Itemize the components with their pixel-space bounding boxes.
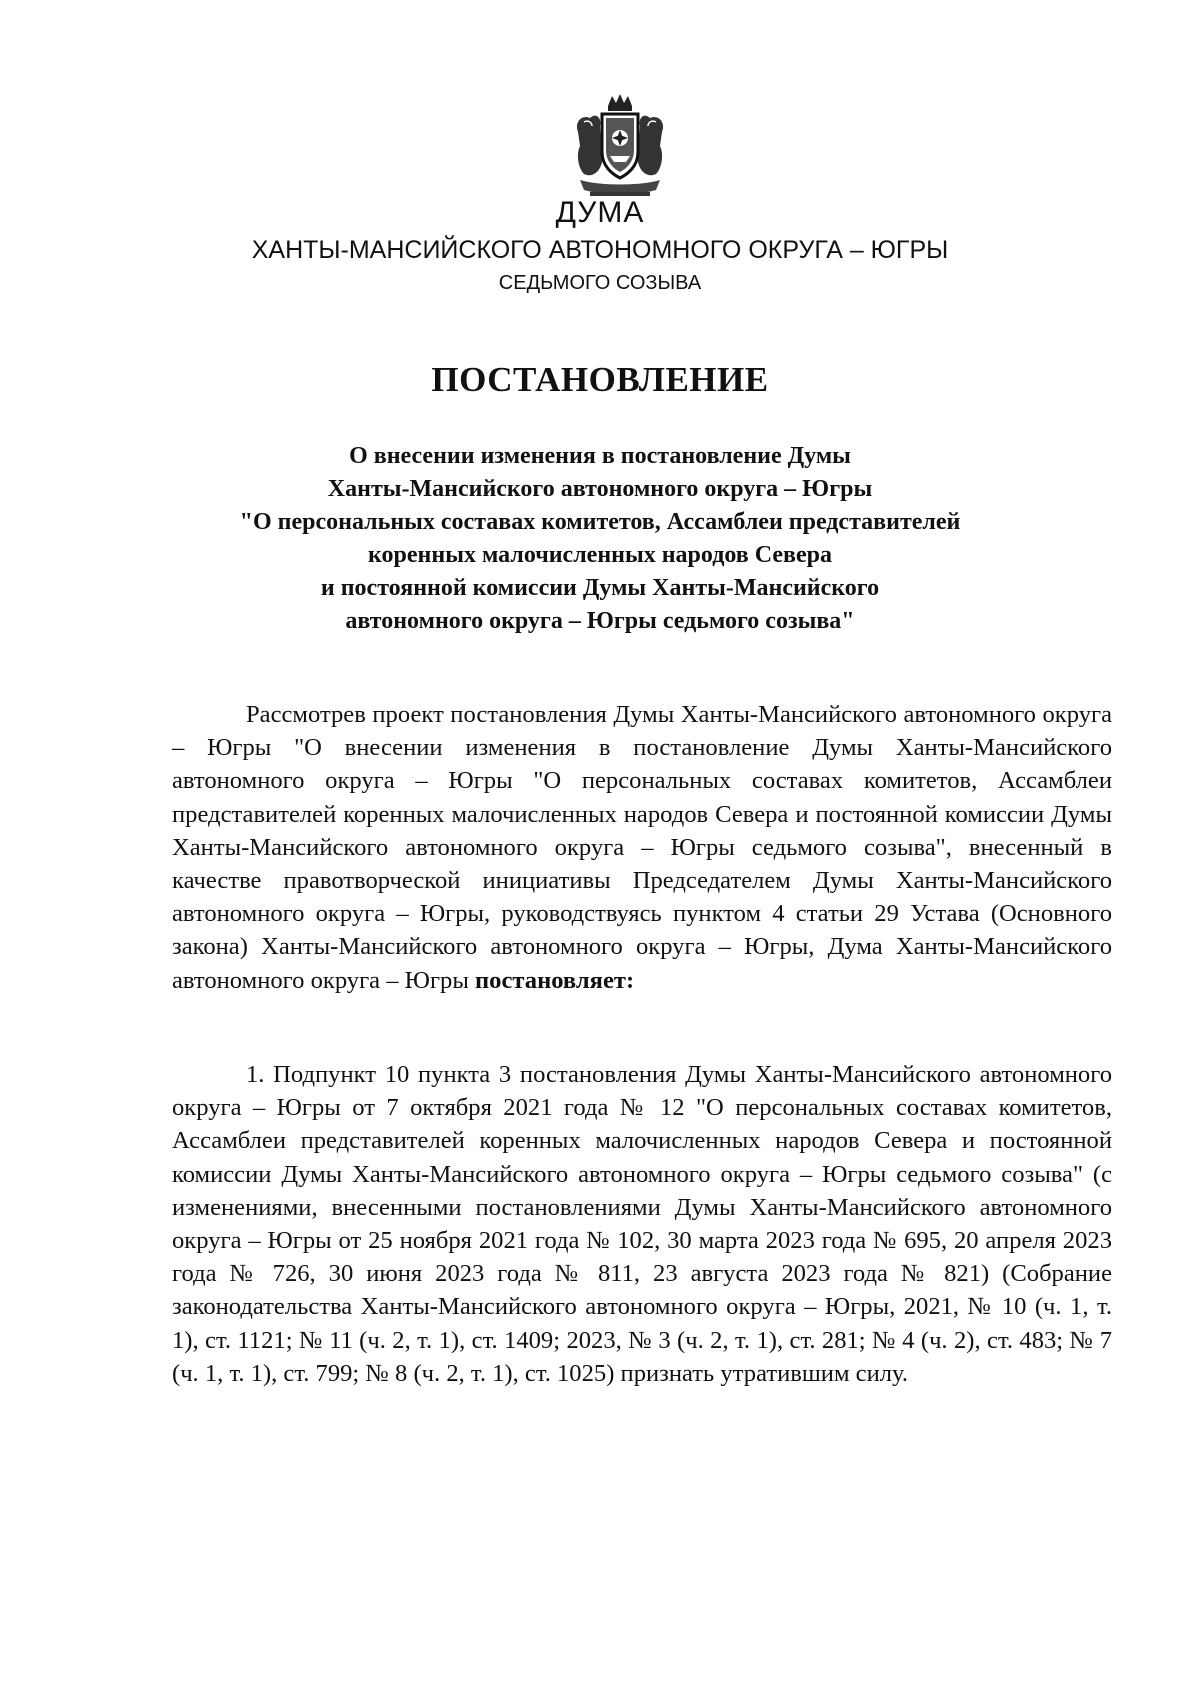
document-title-line: автономного округа – Югры седьмого созыва" [345, 608, 855, 634]
org-region: ХАНТЫ-МАНСИЙСКОГО АВТОНОМНОГО ОКРУГА – ЮГРЫ [251, 236, 949, 264]
document-title [180, 440, 1020, 638]
document-type: ПОСТАНОВЛЕНИЕ [431, 360, 769, 399]
preamble-text: Рассмотрев проект постановления Думы Ханты-Мансийского автономного округа – Югры "О внесении изменения в постановление Думы Ханты-Мансийского автономного округа – Югры "О персональных составах комитетов, Ассамблеи представителей коренных малочисленных народов Севера и постоянной комиссии Думы Ханты-Мансийского автономного округа – Югры седьмого созыва", внесенный в качестве правотворческой инициативы Председателем Думы Ханты-Мансийского автономного округа – Югры, руководствуясь пунктом 4 статьи 29 Устава (Основного закона) Ханты-Мансийского автономного округа – Югры, Дума Ханты-Мансийского автономного округа – Югры [172, 701, 1112, 994]
coat-of-arms-icon [570, 92, 670, 198]
org-convocation: СЕДЬМОГО СОЗЫВА [498, 272, 702, 294]
preamble-paragraph [172, 698, 1112, 997]
org-name: ДУМА [555, 196, 645, 229]
document-title-line: Ханты-Мансийского автономного округа – Югры [327, 476, 873, 502]
resolution-item-1: 1. Подпункт 10 пункта 3 постановления Думы Ханты-Мансийского автономного округа – Югры от 7 октября 2021 года № 12 "О персональных составах комитетов, Ассамблеи представителей коренных малочисленных народов Севера и постоянной комиссии Думы Ханты-Мансийского автономного округа – Югры седьмого созыва" (с изменениями, внесенными постановлениями Думы Ханты-Мансийского автономного округа – Югры от 25 ноября 2021 года № 102, 30 марта 2023 года № 695, 20 апреля 2023 года № 726, 30 июня 2023 года № 811, 23 августа 2023 года № 821) (Собрание законодательства Ханты-Мансийского автономного округа – Югры, 2021, № 10 (ч. 1, т. 1), ст. 1121; № 11 (ч. 2, т. 1), ст. 1409; 2023, № 3 (ч. 2, т. 1), ст. 281; № 4 (ч. 2), ст. 483; № 7 (ч. 1, т. 1), ст. 799; № 8 (ч. 2, т. 1), ст. 1025) признать утратившим силу. [172, 1061, 1112, 1387]
document-title-line: "О персональных составах комитетов, Ассамблеи представителей [239, 509, 961, 535]
resolution-verb: постановляет: [475, 966, 635, 994]
document-title-line: О внесении изменения в постановление Думы [349, 443, 851, 469]
document-title-line: коренных малочисленных народов Севера [368, 542, 832, 568]
document-title-line: и постоянной комиссии Думы Ханты-Мансийского [320, 575, 880, 601]
